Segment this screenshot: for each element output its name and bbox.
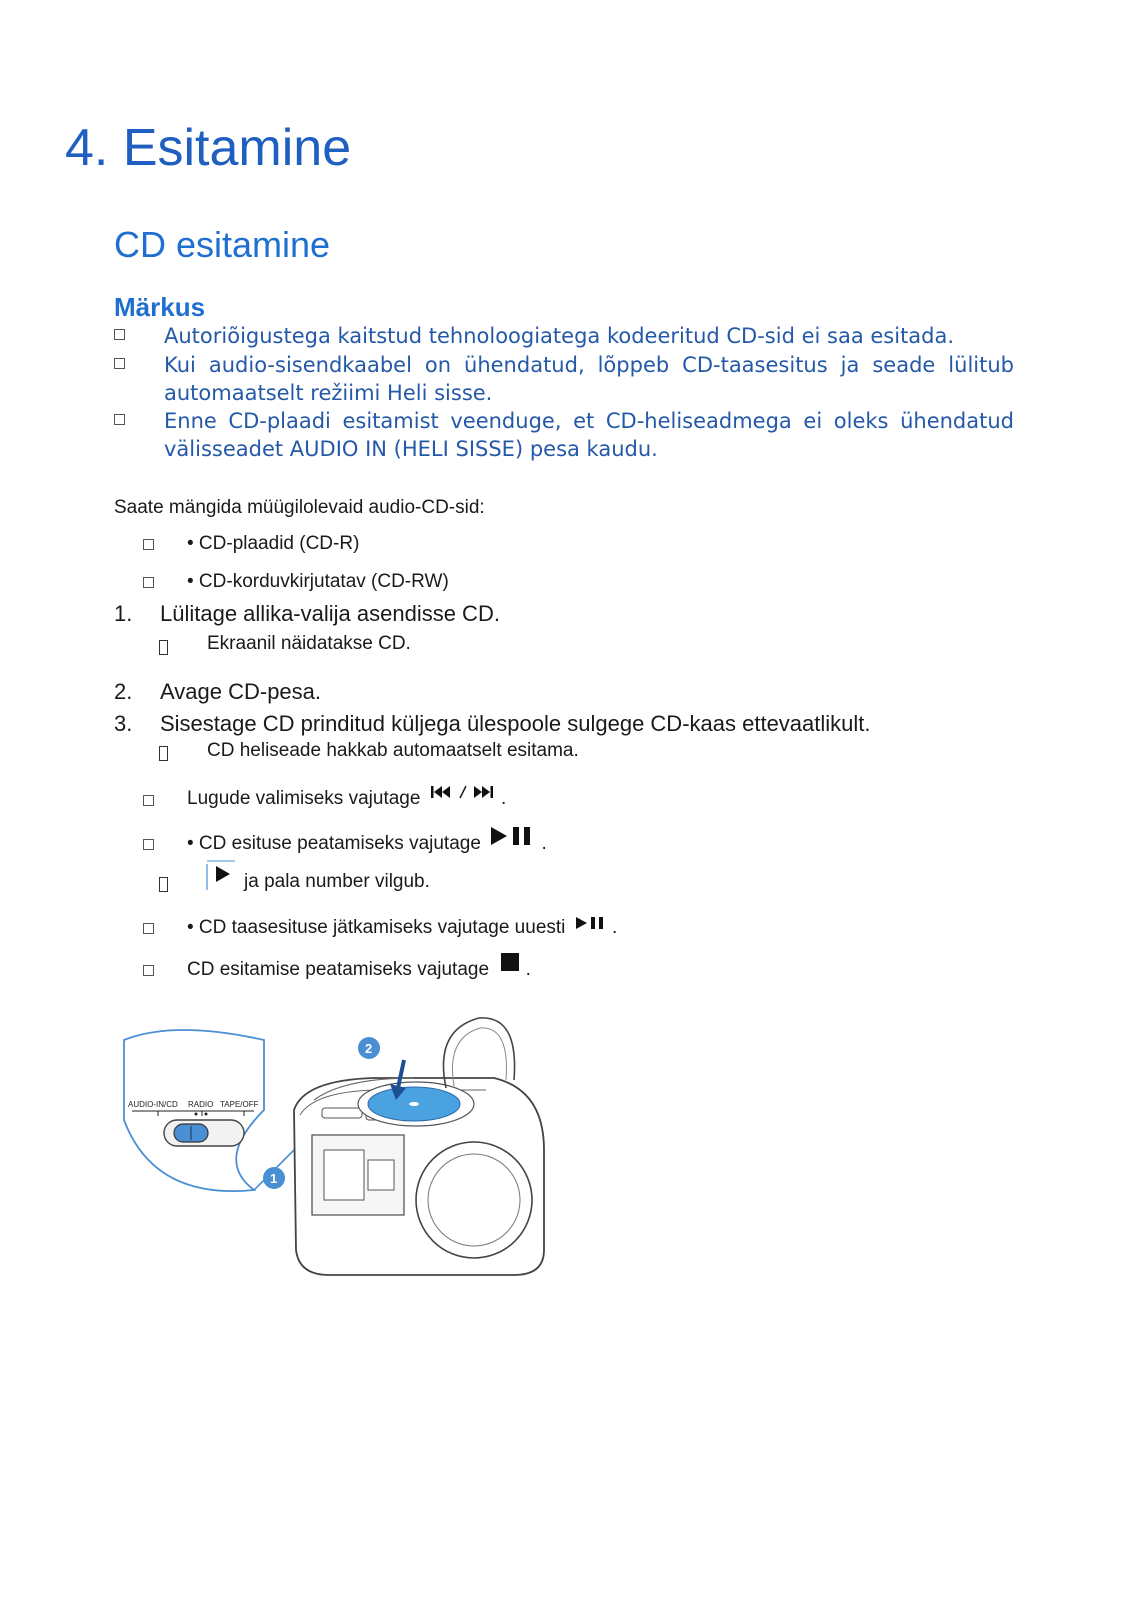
tip-text: CD esitamise peatamiseks vajutage (187, 959, 490, 980)
tip-select-tracks (187, 788, 506, 810)
switch-label-radio: RADIO (188, 1100, 214, 1109)
step-number: 1. (114, 601, 133, 626)
step-result: Ekraanil näidatakse CD. (207, 633, 411, 654)
play-icon (205, 860, 235, 890)
note-text: Autoriõigustega kaitstud tehnoloogiatega kodeeritud CD-sid ei saa esitada. (164, 324, 955, 348)
bullet-square-icon (143, 839, 154, 850)
tip-pause (187, 833, 547, 855)
intro-text: Saate mängida müügilolevaid audio-CD-sid: (114, 497, 485, 518)
step-text: Sisestage CD prinditud küljega ülespoole sulgege CD-kaas ettevaatlikult. (160, 711, 871, 736)
tip-period: . (611, 917, 618, 938)
chapter-title: 4. Esitamine (65, 119, 352, 177)
tip-stop (187, 959, 531, 981)
step-text: Lülitage allika-valija asendisse CD. (160, 601, 500, 626)
arrow-glyph-icon (159, 640, 168, 655)
bullet-square-icon (143, 577, 154, 588)
tip-period: . (541, 833, 547, 854)
play-pause-icon (490, 826, 536, 846)
bullet-square-icon (114, 414, 125, 425)
note-text: Kui audio-sisendkaabel on ühendatud, lõppeb CD-taasesitus ja seade lülitub automaatselt režiimi Heli sisse. (164, 353, 1014, 405)
step-result: CD heliseade hakkab automaatselt esitama. (207, 740, 579, 761)
step-number: 3. (114, 711, 133, 736)
note-text: Enne CD-plaadi esitamist veenduge, et CD-heliseadmega ei oleks ühendatud välisseadet AUDIO IN (HELI SISSE) pesa kaudu. (164, 409, 1014, 461)
note-item (114, 407, 1014, 463)
disc-type-cdrw: • CD-korduvkirjutatav (CD-RW) (187, 571, 449, 592)
tip-text: Lugude valimiseks vajutage (187, 788, 421, 809)
step-number: 2. (114, 679, 133, 704)
play-pause-icon (575, 916, 607, 930)
section-title: CD esitamine (114, 224, 331, 265)
bullet-square-icon (143, 795, 154, 806)
callout-1-label: 1 (270, 1171, 278, 1186)
callout-2-label: 2 (365, 1041, 373, 1056)
switch-label-tape: TAPE/OFF (220, 1100, 259, 1109)
bullet-square-icon (143, 965, 154, 976)
prev-next-icon (430, 785, 496, 799)
tip-period: . (500, 788, 507, 809)
note-item (114, 322, 1014, 350)
tip-text: • CD taasesituse jätkamiseks vajutage uuesti (187, 917, 566, 938)
step-text: Avage CD-pesa. (160, 679, 322, 704)
arrow-glyph-icon (159, 877, 168, 892)
note-title: Märkus (114, 292, 206, 322)
bullet-square-icon (143, 923, 154, 934)
bullet-square-icon (114, 358, 125, 369)
note-item (114, 351, 1014, 407)
arrow-glyph-icon (159, 746, 168, 761)
pause-result: ja pala number vilgub. (244, 871, 430, 892)
tip-period: . (525, 959, 531, 980)
cd-player-illustration (114, 1000, 554, 1280)
bullet-square-icon (143, 539, 154, 550)
disc-type-cdr: • CD-plaadid (CD-R) (187, 533, 360, 554)
tip-text: • CD esituse peatamiseks vajutage (187, 833, 481, 854)
switch-label-audio: AUDIO-IN/CD (128, 1100, 178, 1109)
bullet-square-icon (114, 329, 125, 340)
tip-resume (187, 917, 617, 939)
stop-icon (500, 952, 520, 972)
